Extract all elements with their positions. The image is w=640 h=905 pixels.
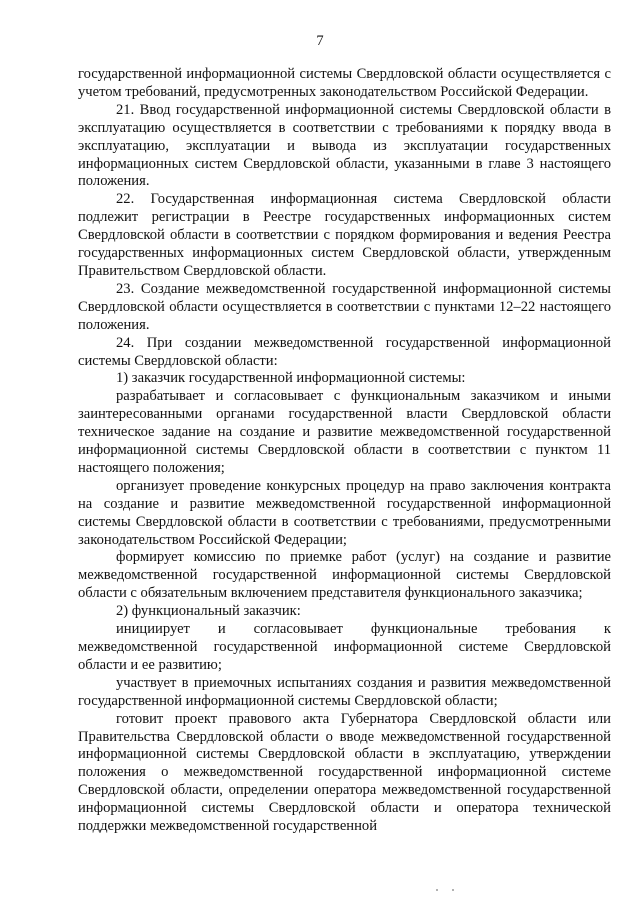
- paragraph-item-initiates: инициирует и согласовывает функциональные требования к межведомственной государственной информационной системе Свердловской области и ее развитию;: [78, 621, 611, 673]
- paragraph-subclause-1: 1) заказчик государственной информационной системы:: [116, 370, 466, 387]
- paragraph-clause-23: 23. Создание межведомственной государственной информационной системы Свердловской области осуществляется в соответствии с пунктами 12–22 настоящего положения.: [78, 280, 611, 333]
- page-number: 7: [316, 33, 324, 49]
- paragraph-item-organizes: организует проведение конкурсных процедур на право заключения контракта на создание и развитие межведомственной государственной информационной системы Свердловской области в соответствии с требованиями, предусмотренными законодательством Российской Федерации;: [78, 477, 611, 548]
- paragraph-clause-24: 24. При создании межведомственной государственной информационной системы Свердловской области:: [78, 334, 611, 369]
- paragraph-clause-21: 21. Ввод государственной информационной системы Свердловской области в эксплуатацию осуществляется в соответствии с требованиями к порядку ввода в эксплуатацию, эксплуатации и вывода из эксплуатации государственных информационных систем Свердловской области, указанными в главе 3 настоящего положения.: [78, 101, 611, 190]
- scan-speck: [436, 889, 438, 891]
- paragraph-continuation: государственной информационной системы Свердловской области осуществляется с учетом требований, предусмотренных законодательством Российской Федерации.: [78, 66, 611, 100]
- paragraph-item-prepares: готовит проект правового акта Губернатора Свердловской области или Правительства Свердловской области о вводе межведомственной государственной информационной системы Свердловской области в эксплуатацию, утверждении положения о межведомственной государственной информационной системе Свердловской области, определении оператора межведомственной государственной информационной системы Свердловской области и оператора технической поддержки межведомственной государственной: [78, 710, 611, 835]
- paragraph-item-develops: разрабатывает и согласовывает с функциональным заказчиком и иными заинтересованными органами государственной власти Свердловской области техническое задание на создание и развитие межведомственной государственной информационной системы Свердловской области в соответствии с пунктом 11 настоящего положения;: [78, 388, 611, 476]
- scan-speck: [452, 889, 454, 891]
- paragraph-item-participates: участвует в приемочных испытаниях создания и развития межведомственной государственной информационной системы Свердловской области;: [78, 674, 611, 709]
- paragraph-clause-22: 22. Государственная информационная система Свердловской области подлежит регистрации в Реестре государственных информационных систем Свердловской области в соответствии с порядком формирования и ведения Реестра государственных информационных систем Свердловской области, утвержденным Правительством Свердловской области.: [78, 191, 611, 279]
- paragraph-item-forms-commission: формирует комиссию по приемке работ (услуг) на создание и развитие межведомственной государственной информационной системы Свердловской области с обязательным включением представителя функционального заказчика;: [78, 549, 611, 602]
- document-body: [78, 66, 611, 836]
- paragraph-subclause-2: 2) функциональный заказчик:: [116, 603, 301, 620]
